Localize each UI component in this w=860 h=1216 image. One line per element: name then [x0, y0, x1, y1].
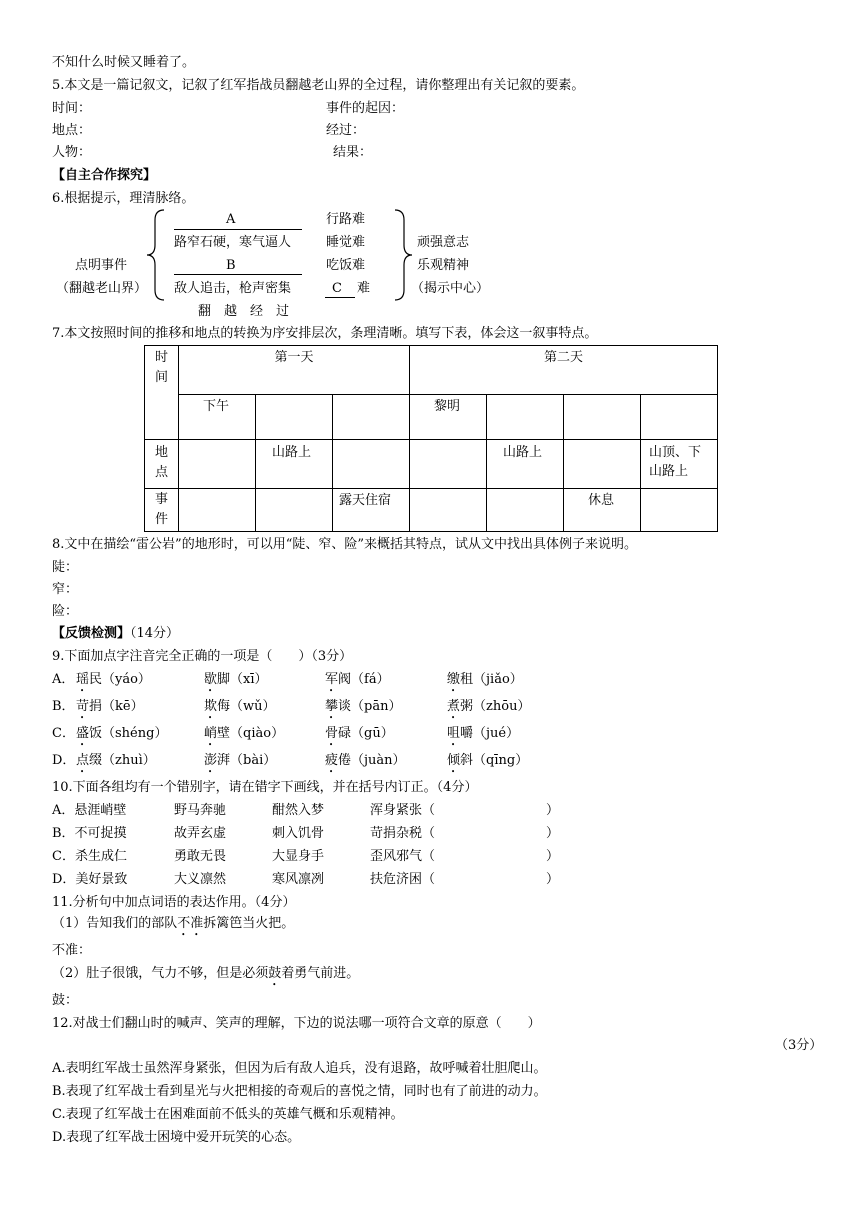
difficulty-eating: 吃饭难: [326, 258, 366, 273]
q10-option: B．不可捉摸: [52, 826, 127, 841]
q10-bracket-close: ）: [546, 872, 560, 887]
q10-phrase: 扶危济困（: [370, 872, 436, 887]
q9-dotted-char: 疲: [325, 753, 339, 768]
q9-dotted-char: 咀: [447, 726, 461, 741]
q12-option-c: C.表现了红军战士在困难面前不低头的英雄气概和乐观精神。: [52, 1107, 404, 1122]
left-brace-icon: [144, 208, 168, 302]
q9-word: [76, 753, 156, 776]
q9-option-letter: D．: [52, 753, 76, 768]
blank-b: B: [226, 258, 236, 273]
continued-text: 不知什么时候又睡着了。: [52, 55, 196, 70]
cell-afternoon: 下午: [179, 395, 256, 440]
question-8: 8.文中在描绘“雷公岩”的地形时，可以用“陡、窄、险”来概括其特点，试从文中找出具体例子来说明。: [52, 537, 637, 552]
q9-word: [447, 699, 530, 722]
q10-option: D．美好景致: [52, 872, 128, 887]
table-header-time: 时间: [145, 346, 179, 440]
q8-steep-label: 陡：: [52, 560, 79, 575]
q12-score: （3分）: [775, 1038, 823, 1053]
blank-c: C: [332, 281, 342, 296]
q10-phrase: 刺入饥骨: [272, 826, 325, 841]
q9-dotted-char: 煮: [447, 699, 461, 714]
q9-option-letter: B．: [52, 699, 75, 714]
q9-word-rest: 嚼（jué）: [460, 726, 520, 741]
table-cell: [564, 440, 641, 489]
blank-b-underline: [174, 274, 302, 275]
cell-place-mountain-road: 山路上: [487, 440, 564, 489]
q9-word-rest: 脚（xī）: [217, 672, 268, 687]
q12-option-b: B.表现了红军战士看到星光与火把相接的奇观后的喜悦之情，同时也有了前进的动力。: [52, 1084, 547, 1099]
q9-word-rest: 饭（shéng）: [89, 726, 168, 741]
q5-result-label: 结果：: [333, 145, 373, 160]
table-cell: [179, 489, 256, 532]
q9-word: [325, 726, 394, 749]
q10-phrase: 大显身手: [272, 849, 325, 864]
diagram-left-sublabel: （翻越老山界）: [56, 281, 148, 296]
q11-sentence-1: [52, 916, 294, 939]
q9-word-rest: 阀（fá）: [338, 672, 390, 687]
q11-sentence-1-rest: 拆篱笆当火把。: [203, 916, 295, 931]
cell-place-summit: 山顶、下山路上: [641, 440, 718, 489]
table-cell: [333, 440, 410, 489]
q10-bracket-close: ）: [546, 826, 560, 841]
table-cell: [333, 395, 410, 440]
q10-phrase: 酣然入梦: [272, 803, 325, 818]
q5-time-label: 时间：: [52, 101, 92, 116]
q9-word: [325, 753, 406, 776]
q9-word: [76, 699, 144, 722]
q9-word-rest: 倦（juàn）: [338, 753, 406, 768]
q10-option: C．杀生成仁: [52, 849, 127, 864]
q9-word: [447, 753, 528, 776]
q9-word: [204, 753, 276, 776]
q12-option-d: D.表现了红军战士困境中爱开玩笑的心态。: [52, 1130, 301, 1145]
q10-phrase: 歪风邪气（: [370, 849, 436, 864]
q11-answer-1-label: 不准：: [52, 943, 92, 958]
q9-dotted-char: 骨: [325, 726, 339, 741]
q9-dotted-char: 歇: [204, 672, 218, 687]
section-heading-text: 【反馈检测】: [52, 626, 131, 641]
question-10: 10.下面各组均有一个错别字，请在错字下画线，并在括号内订正。（4分）: [52, 780, 478, 795]
table-cell: [410, 440, 487, 489]
diagram-row-2: 路窄石硬，寒气逼人: [174, 235, 292, 250]
q9-word-rest: 缀（zhuì）: [89, 753, 156, 768]
question-5: 5.本文是一篇记叙文，记叙了红军指战员翻越老山界的全过程，请你整理出有关记叙的要素。: [52, 78, 585, 93]
theme-reveal-center: （揭示中心）: [411, 281, 490, 296]
q8-danger-label: 险：: [52, 604, 79, 619]
question-6: 6.根据提示，理清脉络。: [52, 191, 195, 206]
q9-word: [325, 699, 401, 722]
q11-sentence-2-rest: 着勇气前进。: [281, 966, 360, 981]
q9-word-rest: 湃（bài）: [217, 753, 277, 768]
q11-dotted-word-1: 不准: [177, 916, 204, 931]
q10-phrase: 浑身紧张（: [370, 803, 436, 818]
q9-dotted-char: 军: [325, 672, 339, 687]
q11-sentence-1-text: （1）告知我们的部队: [52, 916, 178, 931]
q9-dotted-char: 欺: [204, 699, 218, 714]
table-cell: [641, 489, 718, 532]
q9-word-rest: 捐（kē）: [89, 699, 144, 714]
blank-c-underline: [325, 297, 355, 298]
diagram-bottom-label: 翻 越 经 过: [198, 304, 290, 319]
q9-word: [204, 726, 284, 749]
q9-word: [325, 672, 390, 695]
q9-word-rest: 斜（qīng）: [460, 753, 529, 768]
blank-a-underline: [174, 229, 302, 230]
table-header-place: 地点: [145, 440, 179, 489]
q10-bracket-close: ）: [546, 803, 560, 818]
q11-sentence-2: [52, 966, 359, 989]
difficulty-walking: 行路难: [326, 212, 366, 227]
q8-narrow-label: 窄：: [52, 582, 79, 597]
q9-word-rest: 民（yáo）: [89, 672, 151, 687]
table-cell: [179, 440, 256, 489]
q5-place-label: 地点：: [52, 123, 92, 138]
q9-dotted-char: 峭: [204, 726, 218, 741]
section-score: （14分）: [130, 626, 180, 641]
question-7: 7.本文按照时间的推移和地点的转换为序安排层次，条理清晰。填写下表，体会这一叙事特点。: [52, 326, 598, 341]
q9-word-rest: 壁（qiào）: [217, 726, 285, 741]
table-cell: [256, 395, 333, 440]
question-11: 11.分析句中加点词语的表达作用。（4分）: [52, 895, 296, 910]
q10-phrase: 故弄玄虚: [174, 826, 227, 841]
q11-dotted-word-2: 鼓: [268, 966, 282, 981]
difficulty-sleeping: 睡觉难: [326, 235, 366, 250]
q9-word: [204, 699, 276, 722]
diagram-row-4: 敌人追击，枪声密集: [174, 281, 292, 296]
question-12: 12.对战士们翻山时的喊声、笑声的理解，下边的说法哪一项符合文章的原意（ ）: [52, 1016, 541, 1031]
q9-dotted-char: 倾: [447, 753, 461, 768]
q11-sentence-2-text: （2）肚子很饿，气力不够，但是必须: [52, 966, 269, 981]
cell-event-rest: 休息: [564, 489, 641, 532]
q9-dotted-char: 瑶: [76, 672, 90, 687]
q9-dotted-char: 攀: [325, 699, 339, 714]
theme-optimism: 乐观精神: [417, 258, 470, 273]
q9-word: [447, 672, 523, 695]
q9-dotted-char: 澎: [204, 753, 218, 768]
table-cell: [487, 489, 564, 532]
q5-people-label: 人物：: [52, 145, 92, 160]
q9-word: [76, 726, 167, 749]
q10-option: A．悬涯峭壁: [52, 803, 127, 818]
question-9: 9.下面加点字注音完全正确的一项是（ ）（3分）: [52, 649, 353, 664]
q9-dotted-char: 点: [76, 753, 90, 768]
q9-option-letter: C．: [52, 726, 75, 741]
q9-word-rest: 谈（pān）: [338, 699, 402, 714]
table-cell: [641, 395, 718, 440]
q9-word: [76, 672, 151, 695]
table-header-day2: 第二天: [410, 346, 718, 395]
q10-phrase: 大义凛然: [174, 872, 227, 887]
table-cell: [256, 489, 333, 532]
theme-will: 顽强意志: [417, 235, 470, 250]
section-heading-feedback: [52, 626, 179, 642]
table-cell: [410, 489, 487, 532]
q9-word: [204, 672, 268, 695]
q9-dotted-char: 盛: [76, 726, 90, 741]
timeline-table: [144, 345, 718, 532]
q9-word-rest: 侮（wǔ）: [217, 699, 276, 714]
q10-phrase: 寒风凛冽: [272, 872, 325, 887]
q9-word-rest: 租（jiǎo）: [460, 672, 523, 687]
diagram-left-label: 点明事件: [75, 258, 128, 273]
q9-dotted-char: 缴: [447, 672, 461, 687]
q9-word: [447, 726, 519, 749]
q10-phrase: 野马奔驰: [174, 803, 227, 818]
q9-option-letter: A．: [52, 672, 75, 687]
table-header-event: 事件: [145, 489, 179, 532]
difficulty-c-suffix: 难: [357, 281, 371, 296]
q11-answer-2-label: 鼓：: [52, 993, 79, 1008]
section-heading-explore: 【自主合作探究】: [52, 168, 157, 183]
q9-word-rest: 碌（gū）: [338, 726, 394, 741]
cell-event-camp: 露天住宿: [333, 489, 410, 532]
table-cell: [487, 395, 564, 440]
table-header-day1: 第一天: [179, 346, 410, 395]
q12-option-a: A.表明红军战士虽然浑身紧张，但因为后有敌人追兵，没有退路，故呼喊着壮胆爬山。: [52, 1061, 547, 1076]
blank-a: A: [226, 212, 236, 227]
q5-process-label: 经过：: [326, 123, 366, 138]
q9-dotted-char: 苛: [76, 699, 90, 714]
q10-bracket-close: ）: [546, 849, 560, 864]
q10-phrase: 苛捐杂税（: [370, 826, 436, 841]
cell-dawn: 黎明: [410, 395, 487, 440]
cell-place-mountain-road: 山路上: [256, 440, 333, 489]
table-cell: [564, 395, 641, 440]
q5-cause-label: 事件的起因：: [326, 101, 405, 116]
q9-word-rest: 粥（zhōu）: [460, 699, 531, 714]
q10-phrase: 勇敢无畏: [174, 849, 227, 864]
